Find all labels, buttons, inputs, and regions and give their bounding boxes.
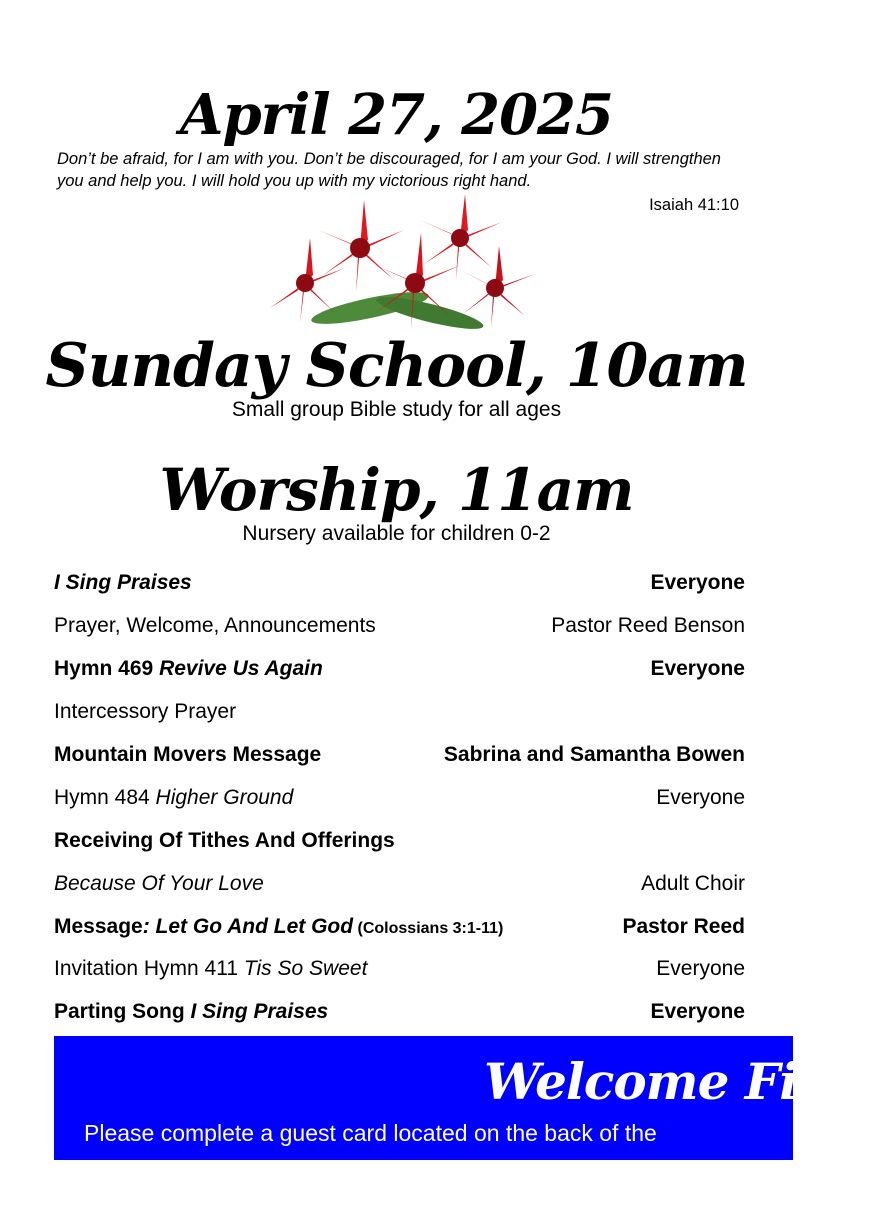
program-item: [54, 786, 293, 810]
program-item: Receiving Of Tithes And Offerings: [54, 828, 395, 852]
message-scripture: (Colossians 3:1-11): [353, 919, 504, 937]
program-leader: Everyone: [650, 571, 745, 595]
program-item: [54, 915, 503, 939]
program-item: I Sing Praises: [54, 571, 192, 595]
program-item: Because Of Your Love: [54, 871, 264, 895]
program-leader: Pastor Reed Benson: [551, 614, 745, 638]
program-row: [54, 562, 745, 605]
hymn-number: Hymn 484: [54, 785, 156, 809]
program-row: [54, 734, 745, 777]
welcome-banner-text: Please complete a guest card located on the back of the: [84, 1120, 657, 1146]
sunday-school-subtitle: Small group Bible study for all ages: [231, 398, 562, 421]
program-row: [54, 819, 745, 862]
hymn-number: Invitation Hymn 411: [54, 957, 244, 981]
program-leader: Adult Choir: [641, 871, 745, 895]
message-label: Message: [54, 914, 143, 938]
song-title: I Sing Praises: [190, 1000, 329, 1024]
hymn-title: Revive Us Again: [159, 657, 323, 681]
message-title: : Let Go And Let God: [142, 914, 354, 938]
welcome-banner: [54, 1036, 872, 1160]
hymn-title: Higher Ground: [155, 785, 294, 809]
song-label: Parting Song: [54, 1000, 191, 1024]
worship-subtitle: Nursery available for children 0-2: [242, 522, 551, 545]
program-leader: Everyone: [656, 957, 745, 981]
program-item: [54, 657, 323, 681]
program-item: [54, 1000, 328, 1024]
program-row: [54, 605, 745, 648]
worship-title: Worship, 11am: [159, 456, 634, 524]
welcome-banner-title: Welcome First: [484, 1052, 872, 1111]
program-item: [54, 957, 367, 981]
order-of-service: [54, 562, 745, 1034]
program-row: [54, 905, 745, 948]
program-row: [54, 691, 745, 734]
program-row: [54, 776, 745, 819]
program-row: [54, 862, 745, 905]
hymn-number: Hymn 469: [54, 657, 160, 681]
hymn-title: Tis So Sweet: [243, 957, 368, 981]
program-row: [54, 991, 745, 1034]
sunday-school-title: Sunday School, 10am: [45, 331, 748, 401]
program-leader: Everyone: [650, 657, 745, 681]
program-row: [54, 948, 745, 991]
program-leader: Pastor Reed: [622, 914, 745, 938]
program-leader: Everyone: [656, 785, 745, 809]
program-leader: Everyone: [650, 1000, 745, 1024]
amaryllis-flower-image: [250, 188, 545, 343]
program-item: Intercessory Prayer: [54, 700, 237, 724]
program-leader: Sabrina and Samantha Bowen: [443, 743, 745, 766]
scripture-verse: Don’t be afraid, for I am with you. Don’t be discouraged, for I am your God. I will strengthen you and help you. I will hold you up with my victorious right hand.: [57, 150, 721, 190]
program-item: Prayer, Welcome, Announcements: [54, 614, 376, 638]
program-row: [54, 648, 745, 691]
program-item: Mountain Movers Message: [54, 743, 322, 766]
service-date: April 27, 2025: [180, 82, 613, 148]
scripture-reference: Isaiah 41:10: [649, 196, 739, 214]
